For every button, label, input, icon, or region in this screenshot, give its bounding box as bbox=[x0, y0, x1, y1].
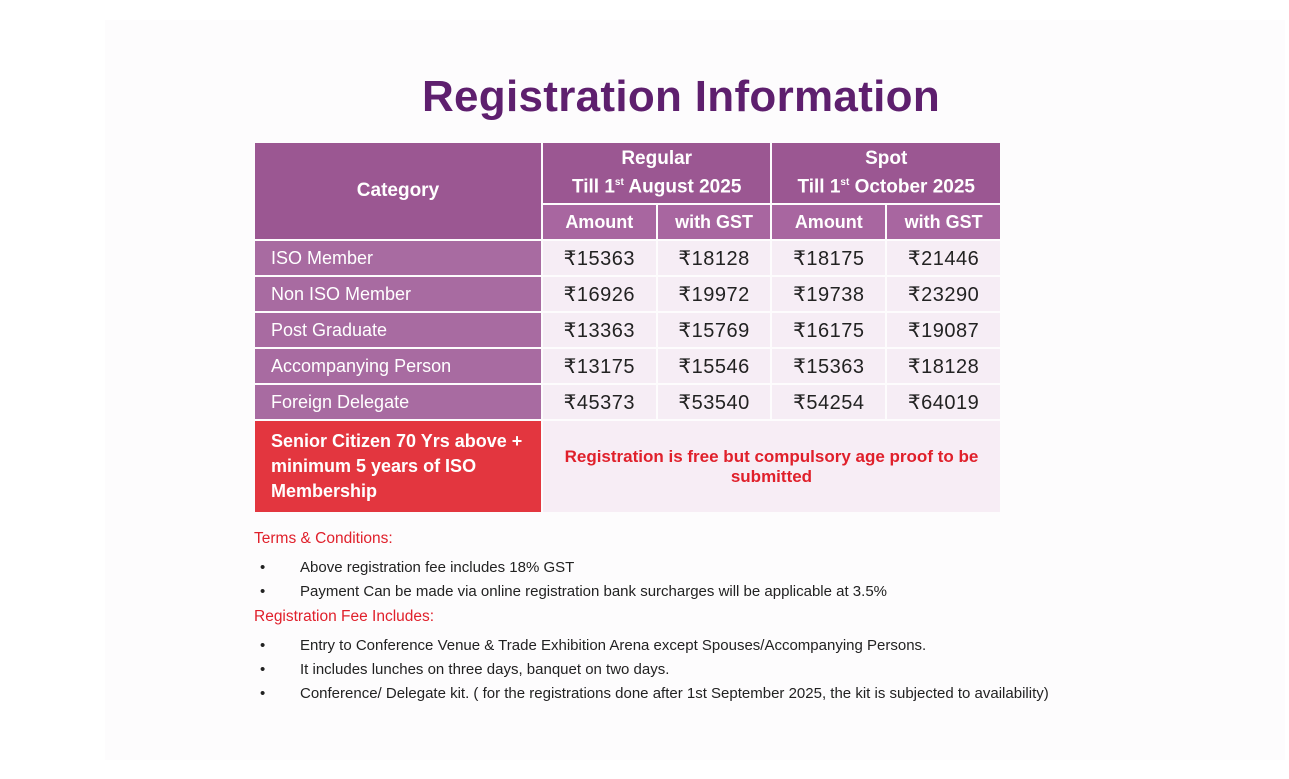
fee-cell: ₹18128 bbox=[658, 241, 771, 275]
row-category: Non ISO Member bbox=[255, 277, 541, 311]
fee-cell: ₹53540 bbox=[658, 385, 771, 419]
fee-cell: ₹45373 bbox=[543, 385, 656, 419]
fee-cell: ₹19087 bbox=[887, 313, 1000, 347]
regular-gst-header: with GST bbox=[658, 205, 771, 239]
fee-cell: ₹15546 bbox=[658, 349, 771, 383]
table-row bbox=[255, 277, 1000, 311]
spot-header bbox=[772, 143, 1000, 203]
fee-cell: ₹18128 bbox=[887, 349, 1000, 383]
registration-table bbox=[253, 141, 1002, 514]
regular-amount-header: Amount bbox=[543, 205, 656, 239]
fee-cell: ₹19972 bbox=[658, 277, 771, 311]
includes-heading: Registration Fee Includes: bbox=[254, 608, 435, 625]
fee-cell: ₹54254 bbox=[772, 385, 885, 419]
list-item bbox=[254, 658, 1154, 682]
regular-header-title: Regular bbox=[621, 147, 693, 169]
bullet-icon: • bbox=[260, 661, 266, 678]
fee-cell: ₹23290 bbox=[887, 277, 1000, 311]
bullet-icon: • bbox=[260, 685, 266, 702]
row-category: Post Graduate bbox=[255, 313, 541, 347]
list-item-text: Above registration fee includes 18% GST bbox=[300, 559, 575, 576]
list-item-text: Entry to Conference Venue & Trade Exhibition Arena except Spouses/Accompanying Persons. bbox=[300, 637, 927, 654]
fee-cell: ₹21446 bbox=[887, 241, 1000, 275]
senior-row bbox=[255, 421, 1000, 512]
bullet-icon: • bbox=[260, 637, 266, 654]
fee-cell: ₹18175 bbox=[772, 241, 885, 275]
spot-gst-header: with GST bbox=[887, 205, 1000, 239]
spot-header-date: Till 1st October 2025 bbox=[797, 176, 975, 198]
terms-list bbox=[254, 556, 1154, 604]
row-category: Accompanying Person bbox=[255, 349, 541, 383]
fee-cell: ₹15363 bbox=[543, 241, 656, 275]
list-item bbox=[254, 580, 1154, 604]
category-header: Category bbox=[255, 143, 541, 239]
table-row bbox=[255, 241, 1000, 275]
terms-section bbox=[254, 528, 1154, 708]
regular-header-date: Till 1st August 2025 bbox=[571, 176, 742, 198]
list-item bbox=[254, 556, 1154, 580]
list-item bbox=[254, 634, 1154, 658]
table-row bbox=[255, 349, 1000, 383]
fee-cell: ₹64019 bbox=[887, 385, 1000, 419]
fee-cell: ₹15769 bbox=[658, 313, 771, 347]
fee-cell: ₹13363 bbox=[543, 313, 656, 347]
table-row bbox=[255, 313, 1000, 347]
bullet-icon: • bbox=[260, 583, 266, 600]
fee-cell: ₹15363 bbox=[772, 349, 885, 383]
regular-header bbox=[543, 143, 771, 203]
row-category: Foreign Delegate bbox=[255, 385, 541, 419]
spot-header-title: Spot bbox=[865, 147, 908, 169]
includes-list bbox=[254, 634, 1154, 706]
fee-cell: ₹13175 bbox=[543, 349, 656, 383]
page-title: Registration Information bbox=[421, 72, 941, 121]
list-item bbox=[254, 682, 1154, 706]
list-item-text: It includes lunches on three days, banquet on two days. bbox=[300, 661, 670, 678]
list-item-text: Conference/ Delegate kit. ( for the registrations done after 1st September 2025, the kit is subjected to availability) bbox=[300, 685, 1049, 702]
fee-cell: ₹16926 bbox=[543, 277, 656, 311]
fee-cell: ₹16175 bbox=[772, 313, 885, 347]
bullet-icon: • bbox=[260, 559, 266, 576]
list-item-text: Payment Can be made via online registration bank surcharges will be applicable at 3.5% bbox=[300, 583, 887, 600]
fee-cell: ₹19738 bbox=[772, 277, 885, 311]
senior-note: Registration is free but compulsory age proof to be submitted bbox=[543, 421, 1000, 512]
spot-amount-header: Amount bbox=[772, 205, 885, 239]
row-category: ISO Member bbox=[255, 241, 541, 275]
table-row bbox=[255, 385, 1000, 419]
senior-category: Senior Citizen 70 Yrs above + minimum 5 years of ISO Membership bbox=[255, 421, 541, 512]
terms-heading: Terms & Conditions: bbox=[254, 530, 393, 547]
